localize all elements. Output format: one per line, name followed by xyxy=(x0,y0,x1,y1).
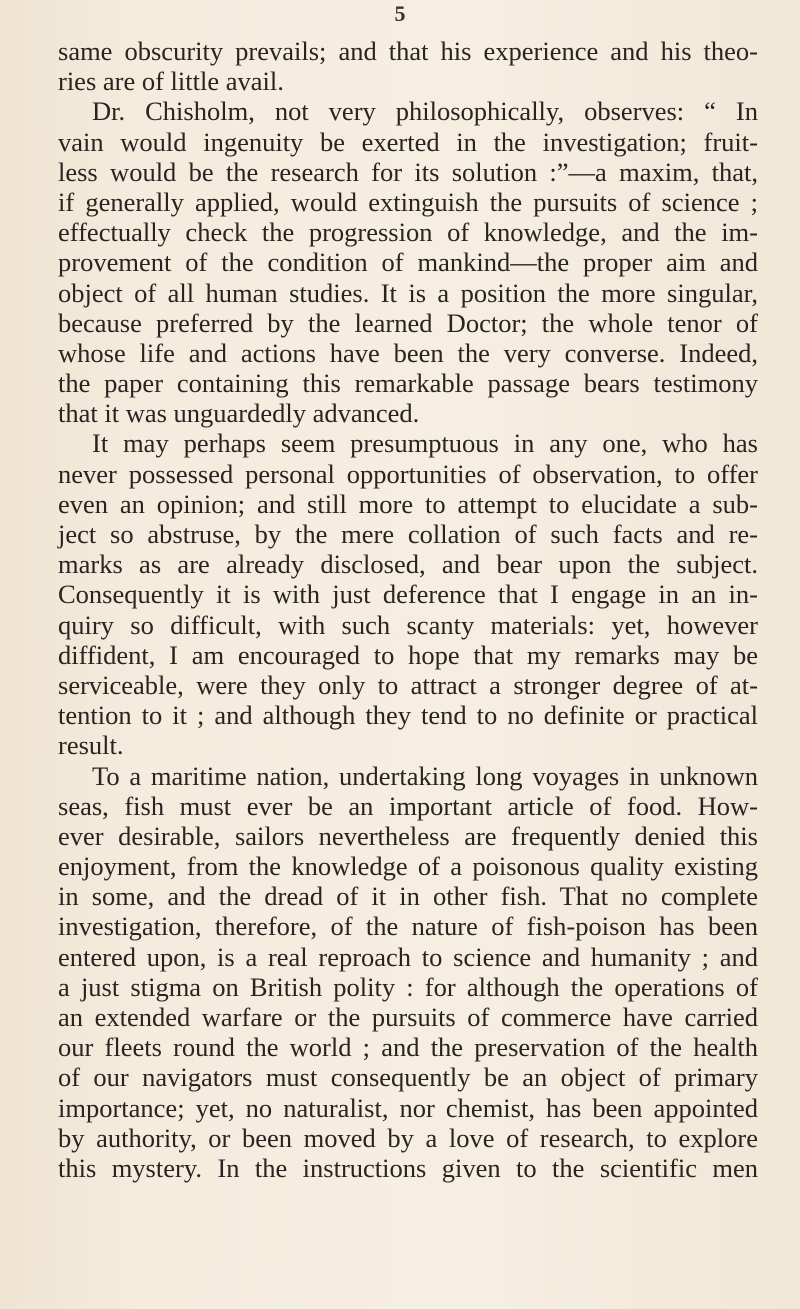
text-line: provement of the condition of mankind—the proper aim and xyxy=(58,247,758,278)
text-line: the paper containing this remarkable passage bears testimony xyxy=(58,368,758,399)
body-text xyxy=(58,36,758,1183)
text-line: quiry so difficult, with such scanty materials: yet, however xyxy=(58,609,758,640)
text-line: serviceable, were they only to attract a stronger degree of at- xyxy=(58,669,758,700)
text-line: of our navigators must consequently be an object of primary xyxy=(58,1062,758,1093)
text-line: less would be the research for its solution :”—a maxim, that, xyxy=(58,156,758,187)
text-line: that it was unguardedly advanced. xyxy=(58,398,420,429)
page-number: 5 xyxy=(394,1,406,26)
text-line: result. xyxy=(58,730,124,761)
text-line: marks as are already disclosed, and bear upon the subject. xyxy=(58,549,758,580)
text-line: in some, and the dread of it in other fish. That no complete xyxy=(58,881,758,912)
text-line: an extended warfare or the pursuits of commerce have carried xyxy=(58,1002,758,1032)
text-line: whose life and actions have been the very converse. Indeed, xyxy=(58,337,758,368)
text-line: enjoyment, from the knowledge of a poisonous quality existing xyxy=(58,851,758,882)
text-line: a just stigma on British polity : for although the operations of xyxy=(58,971,758,1002)
text-line: To a maritime nation, undertaking long voyages in unknown xyxy=(92,760,758,791)
text-line: investigation, therefore, of the nature of fish-poison has been xyxy=(58,911,758,942)
text-line: effectually check the progression of knowledge, and the im- xyxy=(58,217,758,248)
text-line: ject so abstruse, by the mere collation of such facts and re- xyxy=(58,519,758,549)
text-line: object of all human studies. It is a position the more singular, xyxy=(58,277,758,308)
text-line: same obscurity prevails; and that his experience and his theo- xyxy=(58,36,758,66)
text-line: vain would ingenuity be exerted in the investigation; fruit- xyxy=(58,126,758,157)
text-line: tention to it ; and although they tend to no definite or practical xyxy=(58,700,758,731)
text-line: ries are of little avail. xyxy=(58,66,284,97)
text-line: diffident, I am encouraged to hope that my remarks may be xyxy=(58,639,758,670)
text-line: Consequently it is with just deference that I engage in an in- xyxy=(58,579,758,610)
text-line: even an opinion; and still more to attempt to elucidate a sub- xyxy=(58,488,758,519)
text-line: Dr. Chisholm, not very philosophically, observes: “ In xyxy=(92,96,758,127)
text-line: entered upon, is a real reproach to science and humanity ; and xyxy=(58,941,758,972)
text-line: importance; yet, no naturalist, nor chemist, has been appointed xyxy=(58,1092,758,1123)
text-line: by authority, or been moved by a love of research, to explore xyxy=(58,1122,758,1153)
text-line: because preferred by the learned Doctor; the whole tenor of xyxy=(58,307,758,338)
text-line: never possessed personal opportunities of observation, to offer xyxy=(58,458,758,489)
text-line: ever desirable, sailors nevertheless are frequently denied this xyxy=(58,820,758,851)
text-line: this mystery. In the instructions given to the scientific men xyxy=(58,1152,758,1183)
text-line: our fleets round the world ; and the preservation of the health xyxy=(58,1032,758,1063)
text-line: if generally applied, would extinguish the pursuits of science ; xyxy=(58,186,758,217)
text-line: It may perhaps seem presumptuous in any one, who has xyxy=(92,428,758,459)
text-line: seas, fish must ever be an important article of food. How- xyxy=(58,790,758,821)
